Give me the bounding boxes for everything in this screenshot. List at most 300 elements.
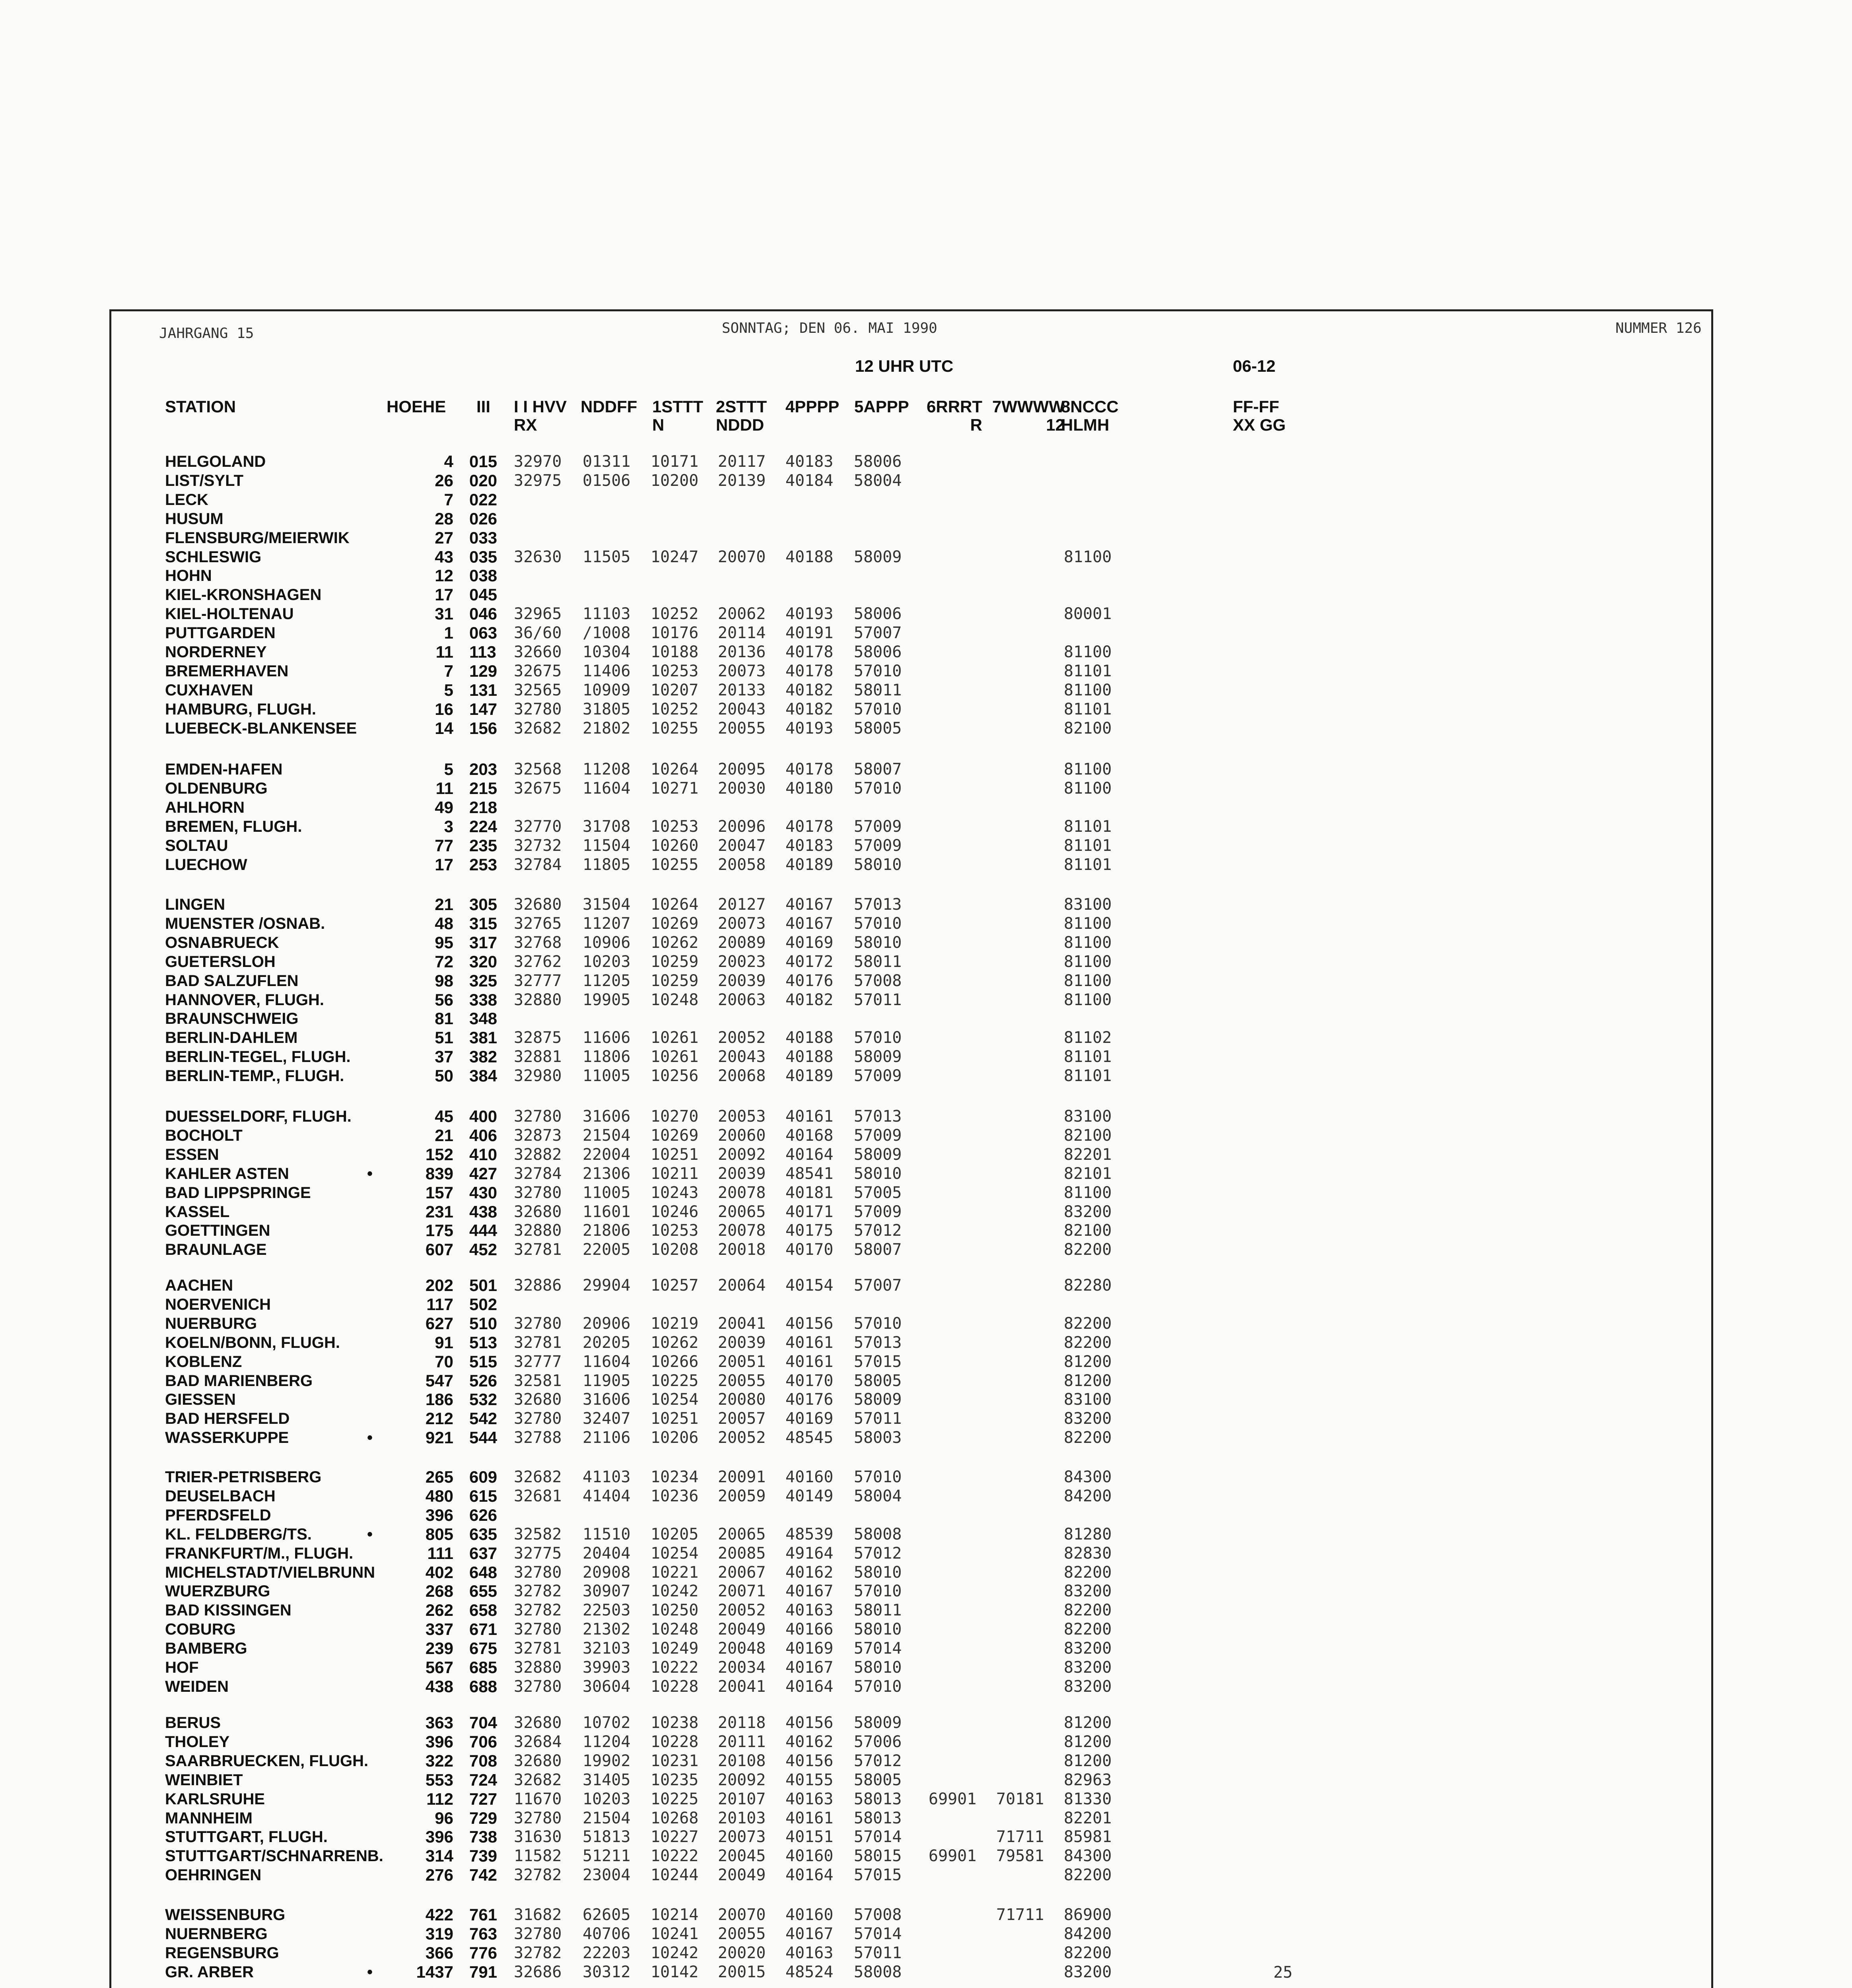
station-height: 921	[425, 1428, 453, 1447]
station-index: 739	[469, 1846, 497, 1866]
station-row	[0, 662, 1710, 680]
station-height: 31	[435, 604, 453, 623]
station-name: GR. ARBER	[165, 1963, 254, 1981]
station-index: 045	[469, 585, 497, 604]
synop-group: 11505	[583, 547, 631, 566]
synop-group: 20108	[718, 1751, 766, 1770]
synop-group: 11604	[583, 1352, 631, 1371]
station-name: OEHRINGEN	[165, 1866, 262, 1884]
station-height: 231	[425, 1202, 453, 1221]
synop-group: 82200	[1064, 1333, 1112, 1352]
synop-group: 20039	[718, 1333, 766, 1352]
station-name: KAHLER ASTEN	[165, 1165, 289, 1182]
synop-group: 32873	[514, 1126, 562, 1145]
synop-group: 10235	[651, 1771, 699, 1789]
station-index: 338	[469, 990, 497, 1009]
synop-group: 84300	[1064, 1468, 1112, 1486]
station-index: 724	[469, 1770, 497, 1789]
synop-group: 81100	[1064, 990, 1112, 1009]
station-row	[0, 817, 1710, 836]
synop-group: 32780	[514, 1409, 562, 1428]
station-height: 91	[435, 1333, 453, 1352]
synop-group: 11604	[583, 779, 631, 798]
synop-group: 10261	[651, 1048, 699, 1066]
synop-group: 40162	[785, 1563, 834, 1582]
synop-group: 11205	[583, 971, 631, 990]
station-name: KARLSRUHE	[165, 1790, 265, 1808]
synop-group: 32680	[514, 1202, 562, 1221]
synop-group: 31606	[583, 1107, 631, 1126]
synop-group: 40178	[785, 643, 834, 661]
synop-group: 57011	[854, 1409, 902, 1428]
synop-group: 40167	[785, 1924, 834, 1943]
synop-group: 32675	[514, 662, 562, 680]
synop-group: 57008	[854, 1906, 902, 1924]
synop-group: 32965	[514, 605, 562, 623]
synop-group: 58010	[854, 933, 902, 952]
synop-group: 10171	[651, 452, 699, 471]
synop-group: 20073	[718, 1828, 766, 1846]
synop-group: 57009	[854, 817, 902, 836]
station-name: WUERZBURG	[165, 1582, 270, 1600]
station-height: 212	[425, 1409, 453, 1428]
synop-group: 58010	[854, 855, 902, 874]
synop-group: 10251	[651, 1145, 699, 1164]
synop-group: 20103	[718, 1809, 766, 1827]
station-height: 70	[435, 1352, 453, 1371]
synop-group: 81101	[1064, 1048, 1112, 1066]
synop-group: 20070	[718, 547, 766, 566]
station-name: OLDENBURG	[165, 779, 268, 797]
synop-group: 32630	[514, 547, 562, 566]
synop-group: 20049	[718, 1866, 766, 1885]
synop-group: 57010	[854, 1029, 902, 1047]
station-name: WEINBIET	[165, 1771, 243, 1789]
synop-group: 20127	[718, 895, 766, 914]
station-height: 175	[425, 1221, 453, 1240]
synop-group: 79581	[996, 1847, 1044, 1866]
synop-group: 51211	[583, 1847, 631, 1866]
station-name: BOCHOLT	[165, 1126, 243, 1144]
station-name: BERLIN-TEGEL, FLUGH.	[165, 1048, 351, 1066]
synop-group: 40156	[785, 1751, 834, 1770]
station-name: GUETERSLOH	[165, 953, 276, 971]
synop-group: 40181	[785, 1183, 834, 1202]
synop-group: 83200	[1064, 1677, 1112, 1696]
station-height: 265	[425, 1468, 453, 1486]
synop-group: 57009	[854, 836, 902, 855]
synop-group: 20118	[718, 1714, 766, 1732]
synop-group: 31708	[583, 817, 631, 836]
station-name: BAD MARIENBERG	[165, 1372, 313, 1390]
synop-group: 20055	[718, 719, 766, 738]
station-height: 49	[435, 798, 453, 817]
synop-group: 32777	[514, 1352, 562, 1371]
station-row	[0, 567, 1710, 585]
station-index: 348	[469, 1009, 497, 1028]
station-height: 5	[444, 760, 453, 779]
synop-group: 71711	[996, 1828, 1044, 1846]
station-height: 567	[425, 1658, 453, 1677]
synop-group: 57010	[854, 1468, 902, 1486]
synop-group: 81100	[1064, 914, 1112, 933]
synop-group: 32680	[514, 895, 562, 914]
station-index: 430	[469, 1183, 497, 1202]
synop-group: 81200	[1064, 1371, 1112, 1390]
synop-group: 81100	[1064, 547, 1112, 566]
station-name: SCHLESWIG	[165, 548, 262, 566]
synop-group: 32780	[514, 1563, 562, 1582]
synop-group: 40178	[785, 662, 834, 680]
station-height: 396	[425, 1827, 453, 1846]
station-index: 113	[469, 643, 496, 661]
synop-group: 39903	[583, 1658, 631, 1677]
synop-group: 20059	[718, 1487, 766, 1505]
station-name: STUTTGART/SCHNARRENB.	[165, 1847, 383, 1865]
synop-group: 41103	[583, 1468, 631, 1486]
synop-group: 40182	[785, 700, 834, 718]
synop-group: 11601	[583, 1202, 631, 1221]
synop-group: 11504	[583, 836, 631, 855]
synop-group: 85981	[1064, 1828, 1112, 1846]
synop-group: 57012	[854, 1221, 902, 1240]
station-index: 305	[469, 895, 497, 914]
synop-group: 20052	[718, 1029, 766, 1047]
station-index: 502	[469, 1295, 497, 1314]
synop-group: 20111	[718, 1732, 766, 1751]
station-height: 17	[435, 585, 453, 604]
station-index: 763	[469, 1924, 497, 1943]
station-height: 239	[425, 1639, 453, 1658]
synop-group: 58007	[854, 1241, 902, 1259]
station-row	[0, 1925, 1710, 1943]
synop-group: 20080	[718, 1390, 766, 1409]
synop-group: 10909	[583, 681, 631, 699]
station-height: 48	[435, 914, 453, 933]
synop-group: 81330	[1064, 1790, 1112, 1808]
synop-group: 57009	[854, 1067, 902, 1085]
synop-group: 40163	[785, 1943, 834, 1962]
station-height: 72	[435, 952, 453, 971]
station-index: 615	[469, 1486, 497, 1505]
mountain-station-marker: •	[367, 1963, 373, 1981]
station-index: 400	[469, 1107, 497, 1126]
synop-group: 81101	[1064, 836, 1112, 855]
synop-group: 32780	[514, 1809, 562, 1827]
station-name: LUECHOW	[165, 856, 247, 874]
synop-group: 83100	[1064, 895, 1112, 914]
synop-group: 10261	[651, 1029, 699, 1047]
station-index: 729	[469, 1808, 497, 1827]
synop-group: 82200	[1064, 1620, 1112, 1639]
synop-group: 20404	[583, 1544, 631, 1563]
station-index: 776	[469, 1943, 497, 1962]
synop-group: 10225	[651, 1371, 699, 1390]
station-height: 322	[425, 1751, 453, 1770]
synop-group: 10208	[651, 1241, 699, 1259]
station-name: BAD HERSFELD	[165, 1410, 290, 1428]
synop-group: 58008	[854, 1963, 902, 1981]
synop-group: 40162	[785, 1732, 834, 1751]
station-index: 609	[469, 1468, 497, 1486]
synop-group: 57014	[854, 1924, 902, 1943]
station-name: AHLHORN	[165, 798, 245, 816]
station-name: BRAUNSCHWEIG	[165, 1010, 299, 1028]
synop-group: 81200	[1064, 1751, 1112, 1770]
synop-group: 20041	[718, 1314, 766, 1333]
station-index: 063	[469, 623, 497, 643]
station-height: 43	[435, 547, 453, 566]
station-row	[0, 1145, 1710, 1164]
synop-group: 40167	[785, 1658, 834, 1677]
station-height: 26	[435, 471, 453, 490]
station-name: AACHEN	[165, 1277, 233, 1294]
synop-group: 81100	[1064, 933, 1112, 952]
synop-group: 20107	[718, 1790, 766, 1808]
mountain-station-marker: •	[367, 1429, 373, 1447]
synop-group: 40164	[785, 1866, 834, 1885]
station-row	[0, 1390, 1710, 1409]
synop-group: 57010	[854, 779, 902, 798]
synop-group: 10206	[651, 1429, 699, 1447]
synop-group: 10262	[651, 933, 699, 952]
synop-group: 20039	[718, 1164, 766, 1183]
synop-group: /1008	[583, 624, 631, 643]
station-name: PFERDSFELD	[165, 1506, 271, 1524]
date-label: SONNTAG; DEN 06. MAI 1990	[722, 320, 937, 336]
synop-group: 58009	[854, 1714, 902, 1732]
synop-group: 81101	[1064, 1067, 1112, 1085]
synop-group: 10270	[651, 1107, 699, 1126]
synop-group: 82101	[1064, 1164, 1112, 1183]
station-name: HELGOLAND	[165, 453, 266, 470]
station-name: HANNOVER, FLUGH.	[165, 991, 324, 1009]
station-height: 157	[425, 1183, 453, 1202]
station-height: 17	[435, 855, 453, 874]
synop-group: 57014	[854, 1828, 902, 1846]
station-height: 117	[426, 1295, 453, 1314]
station-row	[0, 700, 1710, 718]
synop-group: 40154	[785, 1276, 834, 1295]
station-index: 637	[469, 1543, 497, 1563]
station-height: 4	[444, 452, 453, 471]
synop-group: 81100	[1064, 643, 1112, 661]
station-row	[0, 798, 1710, 817]
column-header-c9: 8NCCC HLMH	[1061, 397, 1119, 434]
synop-group: 20908	[583, 1563, 631, 1582]
synop-group: 20117	[718, 452, 766, 471]
station-row	[0, 1809, 1710, 1827]
station-row	[0, 1828, 1710, 1846]
synop-group: 40160	[785, 1468, 834, 1486]
station-height: 438	[425, 1677, 453, 1696]
synop-group: 10214	[651, 1906, 699, 1924]
synop-group: 40156	[785, 1314, 834, 1333]
synop-group: 32880	[514, 1658, 562, 1677]
station-name: MICHELSTADT/VIELBRUNN	[165, 1563, 375, 1581]
station-index: 708	[469, 1751, 497, 1770]
synop-group: 81280	[1064, 1525, 1112, 1543]
synop-group: 49164	[785, 1544, 834, 1563]
synop-group: 21504	[583, 1809, 631, 1827]
station-index: 688	[469, 1677, 497, 1696]
synop-group: 32788	[514, 1429, 562, 1447]
station-name: NORDERNEY	[165, 643, 267, 661]
synop-group: 20089	[718, 933, 766, 952]
synop-group: 11805	[583, 855, 631, 874]
synop-group: 29904	[583, 1276, 631, 1295]
synop-group: 57010	[854, 1314, 902, 1333]
synop-group: 01506	[583, 471, 631, 490]
synop-group: 40183	[785, 452, 834, 471]
synop-group: 20133	[718, 681, 766, 699]
station-height: 77	[435, 836, 453, 855]
station-row	[0, 1525, 1710, 1543]
synop-group: 21106	[583, 1429, 631, 1447]
station-name: BERUS	[165, 1714, 221, 1732]
station-row	[0, 837, 1710, 855]
synop-group: 86900	[1064, 1906, 1112, 1924]
station-index: 382	[469, 1047, 497, 1066]
station-name: LINGEN	[165, 896, 225, 913]
synop-group: 58005	[854, 1771, 902, 1789]
station-height: 7	[444, 490, 453, 509]
column-header-hoehe: HOEHE	[387, 397, 446, 416]
station-index: 658	[469, 1601, 497, 1620]
synop-group: 58011	[854, 952, 902, 971]
column-header-c5: 4PPPP	[785, 397, 840, 416]
station-name: BAD SALZUFLEN	[165, 972, 299, 990]
synop-group: 30312	[583, 1963, 631, 1981]
station-height: 51	[435, 1028, 453, 1047]
synop-group: 20205	[583, 1333, 631, 1352]
station-index: 035	[469, 547, 497, 566]
station-name: HUSUM	[165, 510, 223, 528]
synop-group: 32784	[514, 1164, 562, 1183]
synop-group: 81100	[1064, 952, 1112, 971]
synop-group: 57006	[854, 1732, 902, 1751]
synop-group: 40161	[785, 1352, 834, 1371]
synop-group: 83200	[1064, 1582, 1112, 1601]
synop-group: 32780	[514, 1924, 562, 1943]
station-name: WEISSENBURG	[165, 1906, 286, 1924]
station-row	[0, 1429, 1710, 1447]
synop-group: 57011	[854, 990, 902, 1009]
synop-group: 81100	[1064, 1183, 1112, 1202]
column-header-iii: III	[476, 397, 491, 416]
station-height: 95	[435, 933, 453, 952]
synop-group: 57005	[854, 1183, 902, 1202]
synop-group: 82100	[1064, 1126, 1112, 1145]
synop-group: 23004	[583, 1866, 631, 1885]
synop-group: 32975	[514, 471, 562, 490]
synop-group: 32680	[514, 1751, 562, 1770]
synop-group: 10207	[651, 681, 699, 699]
synop-group: 22503	[583, 1601, 631, 1620]
synop-group: 10234	[651, 1468, 699, 1486]
synop-group: 20136	[718, 643, 766, 661]
synop-group: 84300	[1064, 1847, 1112, 1866]
synop-group: 32882	[514, 1145, 562, 1164]
synop-group: 81101	[1064, 700, 1112, 718]
station-row	[0, 1963, 1710, 1981]
synop-group: 19905	[583, 990, 631, 1009]
synop-group: 30604	[583, 1677, 631, 1696]
synop-group: 10256	[651, 1067, 699, 1085]
synop-group: 58009	[854, 1048, 902, 1066]
synop-group: 40182	[785, 990, 834, 1009]
station-index: 406	[469, 1126, 497, 1145]
synop-group: 40156	[785, 1714, 834, 1732]
synop-group: 40163	[785, 1790, 834, 1808]
station-height: 81	[435, 1009, 453, 1028]
station-name: HOHN	[165, 567, 212, 585]
station-row	[0, 472, 1710, 490]
synop-group: 40188	[785, 1048, 834, 1066]
station-height: 276	[425, 1866, 453, 1885]
synop-group: 10264	[651, 895, 699, 914]
station-height: 839	[425, 1164, 453, 1183]
synop-group: 32777	[514, 971, 562, 990]
synop-group: 40193	[785, 605, 834, 623]
synop-group: 40169	[785, 1409, 834, 1428]
station-index: 325	[469, 971, 497, 990]
synop-group: 10253	[651, 817, 699, 836]
station-height: 5	[444, 680, 453, 699]
synop-group: 10271	[651, 779, 699, 798]
synop-group: 32782	[514, 1601, 562, 1620]
synop-group: 22005	[583, 1241, 631, 1259]
synop-group: 40170	[785, 1241, 834, 1259]
station-index: 218	[469, 798, 497, 817]
synop-group: 57013	[854, 1107, 902, 1126]
station-row	[0, 856, 1710, 874]
synop-group: 10244	[651, 1866, 699, 1885]
synop-group: 21806	[583, 1221, 631, 1240]
synop-group: 10266	[651, 1352, 699, 1371]
synop-group: 81200	[1064, 1732, 1112, 1751]
station-name: KL. FELDBERG/TS.	[165, 1525, 312, 1543]
synop-group: 20070	[718, 1906, 766, 1924]
synop-group: 48541	[785, 1164, 834, 1183]
station-height: 396	[425, 1505, 453, 1524]
synop-group: 20023	[718, 952, 766, 971]
station-index: 317	[469, 933, 497, 952]
station-height: 45	[435, 1107, 453, 1126]
station-index: 253	[469, 855, 497, 874]
station-row	[0, 1790, 1710, 1808]
synop-group: 40180	[785, 779, 834, 798]
synop-group: 10253	[651, 1221, 699, 1240]
synop-group: 58005	[854, 1371, 902, 1390]
synop-group: 20063	[718, 990, 766, 1009]
synop-group: 20060	[718, 1126, 766, 1145]
station-row	[0, 1067, 1710, 1085]
station-row	[0, 1866, 1710, 1884]
synop-group: 20039	[718, 971, 766, 990]
synop-group: 48545	[785, 1429, 834, 1447]
station-name: BREMERHAVEN	[165, 662, 289, 680]
station-name: MANNHEIM	[165, 1809, 253, 1827]
station-index: 033	[469, 528, 497, 547]
station-index: 384	[469, 1066, 497, 1085]
station-height: 12	[435, 566, 453, 585]
synop-group: 32881	[514, 1048, 562, 1066]
synop-group: 31630	[514, 1828, 562, 1846]
station-index: 532	[469, 1390, 497, 1409]
synop-group: 69901	[929, 1847, 977, 1866]
station-name: EMDEN-HAFEN	[165, 761, 283, 778]
